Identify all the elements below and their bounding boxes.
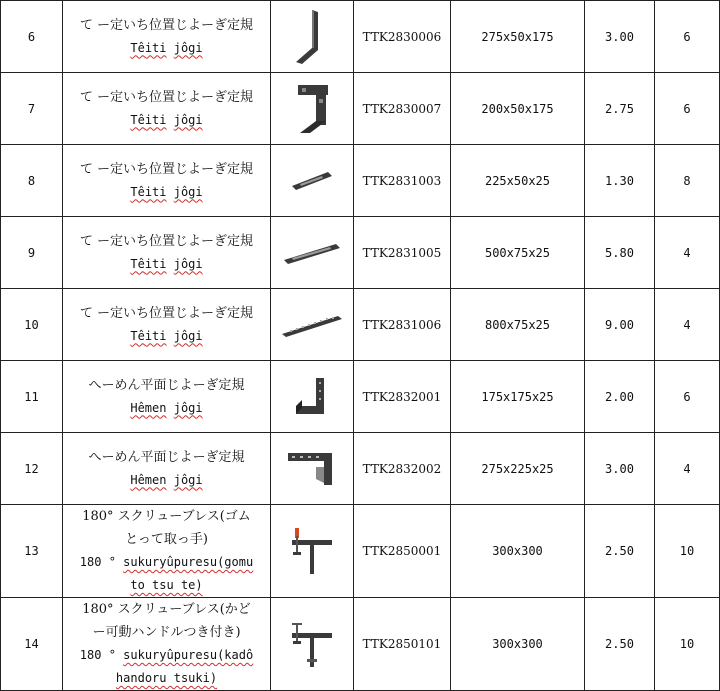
row-number: 7 [1,73,63,145]
product-dimensions: 300x300 [451,598,585,691]
square-plate-large-icon [286,449,338,489]
product-name [63,73,271,145]
product-weight: 1.30 [585,145,655,217]
product-name-jp-line-2: ー可動ハンドルつき付き) [92,625,241,640]
table-row [1,145,720,217]
screw-clamp-movable-handle-icon [290,619,334,669]
product-name-romaji-line-1: 180 ° sukuryûpuresu(gomu [79,555,254,569]
product-dimensions: 500x75x25 [451,217,585,289]
product-code: TTK2850001 [354,505,451,598]
product-quantity: 4 [655,433,720,505]
product-weight: 9.00 [585,289,655,361]
product-image [271,217,354,289]
product-weight: 3.00 [585,1,655,73]
product-image [271,598,354,691]
product-name-jp-line-1: 180° スクリューブレス(ゴム [82,509,251,524]
table-row [1,1,720,73]
row-number: 14 [1,598,63,691]
table-row [1,289,720,361]
product-name-jp: て ー定いち位置じよーぎ定規 [79,305,254,321]
product-dimensions: 300x300 [451,505,585,598]
product-image [271,361,354,433]
product-quantity: 10 [655,598,720,691]
table-row [1,361,720,433]
product-name-romaji: Têiti jôgi [130,256,203,271]
product-quantity: 4 [655,217,720,289]
product-quantity: 10 [655,505,720,598]
product-dimensions: 275x50x175 [451,1,585,73]
product-name-jp: て ー定いち位置じよーぎ定規 [79,233,254,249]
row-number: 13 [1,505,63,598]
product-name [63,145,271,217]
row-number: 8 [1,145,63,217]
product-weight: 2.00 [585,361,655,433]
product-image [271,289,354,361]
l-bracket-block-icon [290,81,334,137]
product-code: TTK2832001 [354,361,451,433]
product-name-romaji: Têiti jôgi [130,328,203,343]
product-name [63,289,271,361]
product-dimensions: 200x50x175 [451,73,585,145]
table-row [1,598,720,691]
product-name-romaji: Hêmen jôgi [130,472,203,487]
row-number: 10 [1,289,63,361]
product-image [271,1,354,73]
product-quantity: 6 [655,361,720,433]
product-code: TTK2850101 [354,598,451,691]
product-dimensions: 275x225x25 [451,433,585,505]
product-quantity: 4 [655,289,720,361]
slotted-bar-medium-icon [282,238,342,268]
product-name [63,217,271,289]
table-row [1,217,720,289]
product-weight: 2.50 [585,505,655,598]
slotted-bar-short-icon [288,166,336,196]
row-number: 9 [1,217,63,289]
product-name-jp: て ー定いち位置じよーぎ定規 [79,161,254,177]
product-name-romaji-line-2: to tsu te) [130,578,203,592]
table-row [1,505,720,598]
product-code: TTK2830007 [354,73,451,145]
table-row [1,433,720,505]
slotted-bar-long-icon [280,310,344,340]
product-name-romaji: Têiti jôgi [130,112,203,127]
product-name-jp: へーめん平面じよーぎ定規 [88,377,245,393]
product-name [63,505,271,598]
product-code: TTK2831003 [354,145,451,217]
product-image [271,505,354,598]
product-name [63,361,271,433]
product-dimensions: 800x75x25 [451,289,585,361]
product-code: TTK2831005 [354,217,451,289]
product-name-jp: へーめん平面じよーぎ定規 [88,449,245,465]
product-weight: 3.00 [585,433,655,505]
screw-clamp-rubber-icon [290,526,334,576]
product-dimensions: 225x50x25 [451,145,585,217]
product-name-jp: て ー定いち位置じよーぎ定規 [79,17,254,33]
product-name-jp: て ー定いち位置じよーぎ定規 [79,89,254,105]
product-quantity: 6 [655,1,720,73]
product-weight: 2.75 [585,73,655,145]
row-number: 11 [1,361,63,433]
product-name-romaji-line-1: 180 ° sukuryûpuresu(kadô [79,648,254,662]
product-code: TTK2832002 [354,433,451,505]
product-name [63,598,271,691]
product-quantity: 6 [655,73,720,145]
row-number: 12 [1,433,63,505]
product-quantity: 8 [655,145,720,217]
product-name [63,1,271,73]
product-dimensions: 175x175x25 [451,361,585,433]
product-name-romaji: Têiti jôgi [130,40,203,55]
square-plate-small-icon [292,374,332,420]
product-name-romaji-line-2: handoru tsuki) [115,671,218,685]
row-number: 6 [1,1,63,73]
product-image [271,433,354,505]
l-bracket-tall-icon [292,8,332,66]
product-image [271,73,354,145]
product-name-jp-line-1: 180° スクリューブレス(かど [82,602,251,617]
product-name-romaji: Hêmen jôgi [130,400,203,415]
product-weight: 5.80 [585,217,655,289]
product-code: TTK2831006 [354,289,451,361]
product-name-jp-line-2: とって取っ手) [125,532,208,547]
product-image [271,145,354,217]
product-name [63,433,271,505]
product-weight: 2.50 [585,598,655,691]
product-name-romaji: Têiti jôgi [130,184,203,199]
table-row [1,73,720,145]
product-code: TTK2830006 [354,1,451,73]
